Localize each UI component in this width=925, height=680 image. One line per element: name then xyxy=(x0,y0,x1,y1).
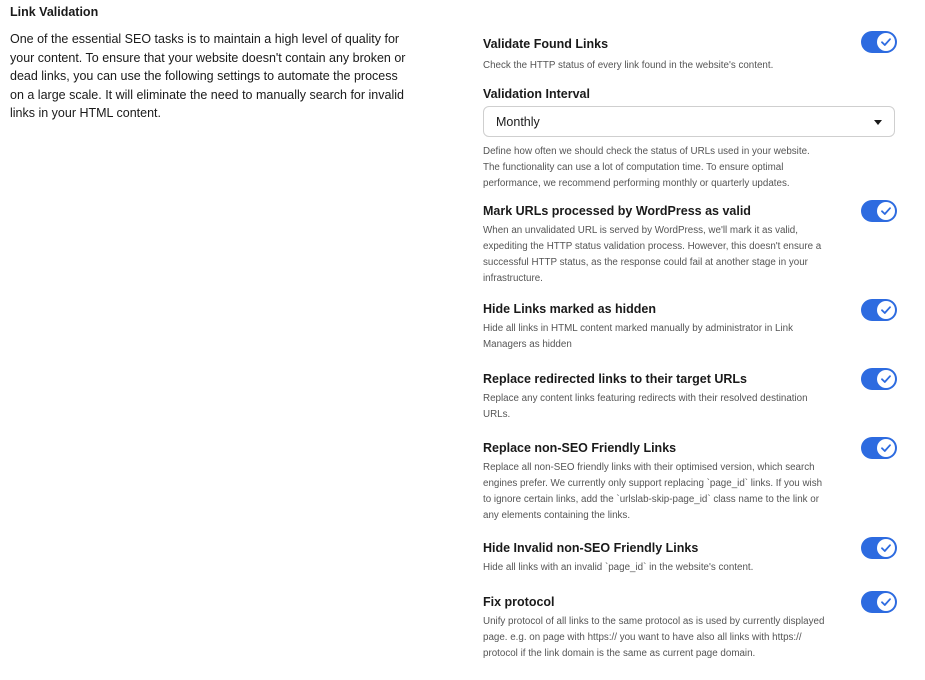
toggle-knob xyxy=(877,301,895,319)
setting-description: Hide all links with an invalid `page_id` in the website's content. xyxy=(483,562,754,573)
setting-replace-redirected-links xyxy=(483,371,899,423)
check-icon xyxy=(880,542,892,554)
section-title: Link Validation xyxy=(10,5,99,19)
toggle-knob xyxy=(877,439,895,457)
toggle-knob xyxy=(877,539,895,557)
hide-hidden-links-toggle[interactable] xyxy=(861,299,897,321)
setting-description: Check the HTTP status of every link found in the website's content. xyxy=(483,60,774,71)
fix-protocol-toggle[interactable] xyxy=(861,591,897,613)
replace-non-seo-links-toggle[interactable] xyxy=(861,437,897,459)
replace-redirected-links-toggle[interactable] xyxy=(861,368,897,390)
setting-description: When an unvalidated URL is served by WordPress, we'll mark it as valid, expediting the HTTP status validation process. However, this doesn't ensure a successful HTTP status, as the response could fail at another stage in your infrastructure. xyxy=(483,225,822,284)
setting-hide-hidden-links xyxy=(483,301,899,353)
check-icon xyxy=(880,373,892,385)
setting-validation-interval xyxy=(483,86,899,192)
caret-down-icon xyxy=(874,120,882,125)
setting-hide-invalid-non-seo-links xyxy=(483,540,899,576)
section-intro xyxy=(10,4,410,123)
setting-description: Replace all non-SEO friendly links with their optimised version, which search engines prefer. We currently only support replacing `page_id` links. If you wish to ignore certain links, add the `urlslab-skip-page_id` class name to the link or any elements containing the links. xyxy=(483,462,823,521)
setting-description: Unify protocol of all links to the same protocol as is used by currently displayed page. e.g. on page with https:// you want to have also all links with https:// protocol if the link domain is the same as current page domain. xyxy=(483,616,825,659)
hide-invalid-non-seo-links-toggle[interactable] xyxy=(861,537,897,559)
check-icon xyxy=(880,442,892,454)
setting-title: Fix protocol xyxy=(483,595,555,609)
validation-interval-select[interactable] xyxy=(483,106,895,137)
setting-description: Hide all links in HTML content marked manually by administrator in Link Managers as hidden xyxy=(483,323,793,350)
setting-title: Replace redirected links to their target URLs xyxy=(483,372,747,386)
validate-found-links-toggle[interactable] xyxy=(861,31,897,53)
setting-title: Validate Found Links xyxy=(483,37,609,51)
section-description: One of the essential SEO tasks is to maintain a high level of quality for your content. To ensure that your website doesn't contain any broken or dead links, you can use the following settings to automate the process on a large scale. It will eliminate the need to manually search for invalid links in your HTML content. xyxy=(10,32,406,120)
setting-title: Hide Links marked as hidden xyxy=(483,302,656,316)
check-icon xyxy=(880,304,892,316)
check-icon xyxy=(880,36,892,48)
setting-description: Replace any content links featuring redirects with their resolved destination URLs. xyxy=(483,393,808,420)
setting-mark-wp-urls-valid xyxy=(483,203,899,287)
select-value: Monthly xyxy=(496,115,540,129)
toggle-knob xyxy=(877,593,895,611)
setting-title: Hide Invalid non-SEO Friendly Links xyxy=(483,541,699,555)
setting-title: Validation Interval xyxy=(483,87,590,101)
setting-title: Mark URLs processed by WordPress as valid xyxy=(483,204,751,218)
toggle-knob xyxy=(877,33,895,51)
setting-title: Replace non-SEO Friendly Links xyxy=(483,441,677,455)
check-icon xyxy=(880,596,892,608)
setting-description: Define how often we should check the status of URLs used in your website. The functionality can use a lot of computation time. To ensure optimal performance, we recommend performing monthly or quarterly updates. xyxy=(483,146,810,189)
toggle-knob xyxy=(877,370,895,388)
toggle-knob xyxy=(877,202,895,220)
setting-fix-protocol xyxy=(483,594,899,662)
check-icon xyxy=(880,205,892,217)
setting-replace-non-seo-links xyxy=(483,440,899,524)
setting-validate-found-links xyxy=(483,34,899,74)
mark-wp-urls-valid-toggle[interactable] xyxy=(861,200,897,222)
